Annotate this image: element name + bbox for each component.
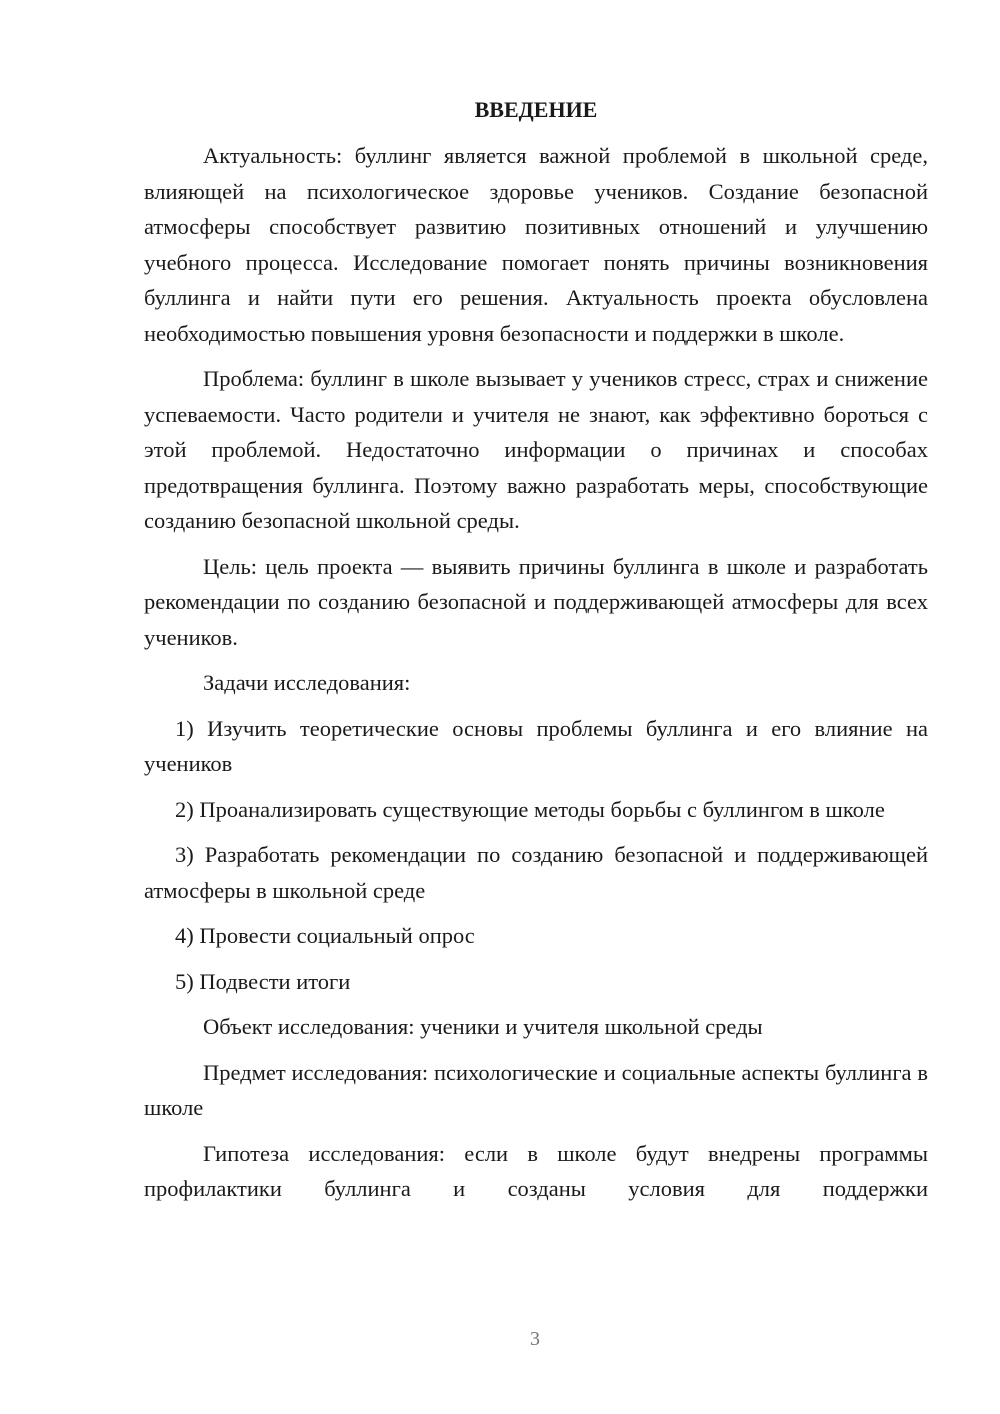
task-item-1: 1) Изучить теоретические основы проблемы буллинга и его влияние на учеников [144,715,928,776]
research-subject: Предмет исследования: психологические и социальные аспекты буллинга в школе [144,1059,928,1120]
tasks-heading: Задачи исследования: [203,670,411,695]
task-item-3: 3) Разработать рекомендации по созданию безопасной и поддерживающей атмосферы в школьной среде [144,842,928,903]
task-item-2: 2) Проанализировать существующие методы борьбы с буллингом в школе [175,796,885,822]
goal-paragraph: Цель: цель проекта — выявить причины буллинга в школе и разработать рекомендации по созданию безопасной и поддерживающей атмосферы для всех учеников. [144,553,928,650]
task-item-5: 5) Подвести итоги [175,968,351,994]
section-title: ВВЕДЕНИЕ [474,97,598,122]
research-hypothesis: Гипотеза исследования: если в школе будут внедрены программы профилактики буллинга и созданы условия для поддержки [144,1140,928,1201]
task-item-4: 4) Провести социальный опрос [175,923,475,948]
page-number: 3 [530,1328,540,1350]
problem-paragraph: Проблема: буллинг в школе вызывает у учеников стресс, страх и снижение успеваемости. Часто родители и учителя не знают, как эффективно бороться с этой проблемой. Недостаточно информации о причинах и способах предотвращения буллинга. Поэтому важно разработать меры, способствующие созданию безопасной школьной среды. [144,366,928,533]
document-page [144,92,928,1217]
research-object: Объект исследования: ученики и учителя школьной среды [203,1014,763,1039]
relevance-paragraph: Актуальность: буллинг является важной проблемой в школьной среде, влияющей на психологическое здоровье учеников. Создание безопасной атмосферы способствует развитию позитивных отношений и улучшению учебного процесса. Исследование помогает понять причины возникновения буллинга и найти пути его решения. Актуальность проекта обусловлена необходимостью повышения уровня безопасности и поддержки в школе. [144,143,928,346]
